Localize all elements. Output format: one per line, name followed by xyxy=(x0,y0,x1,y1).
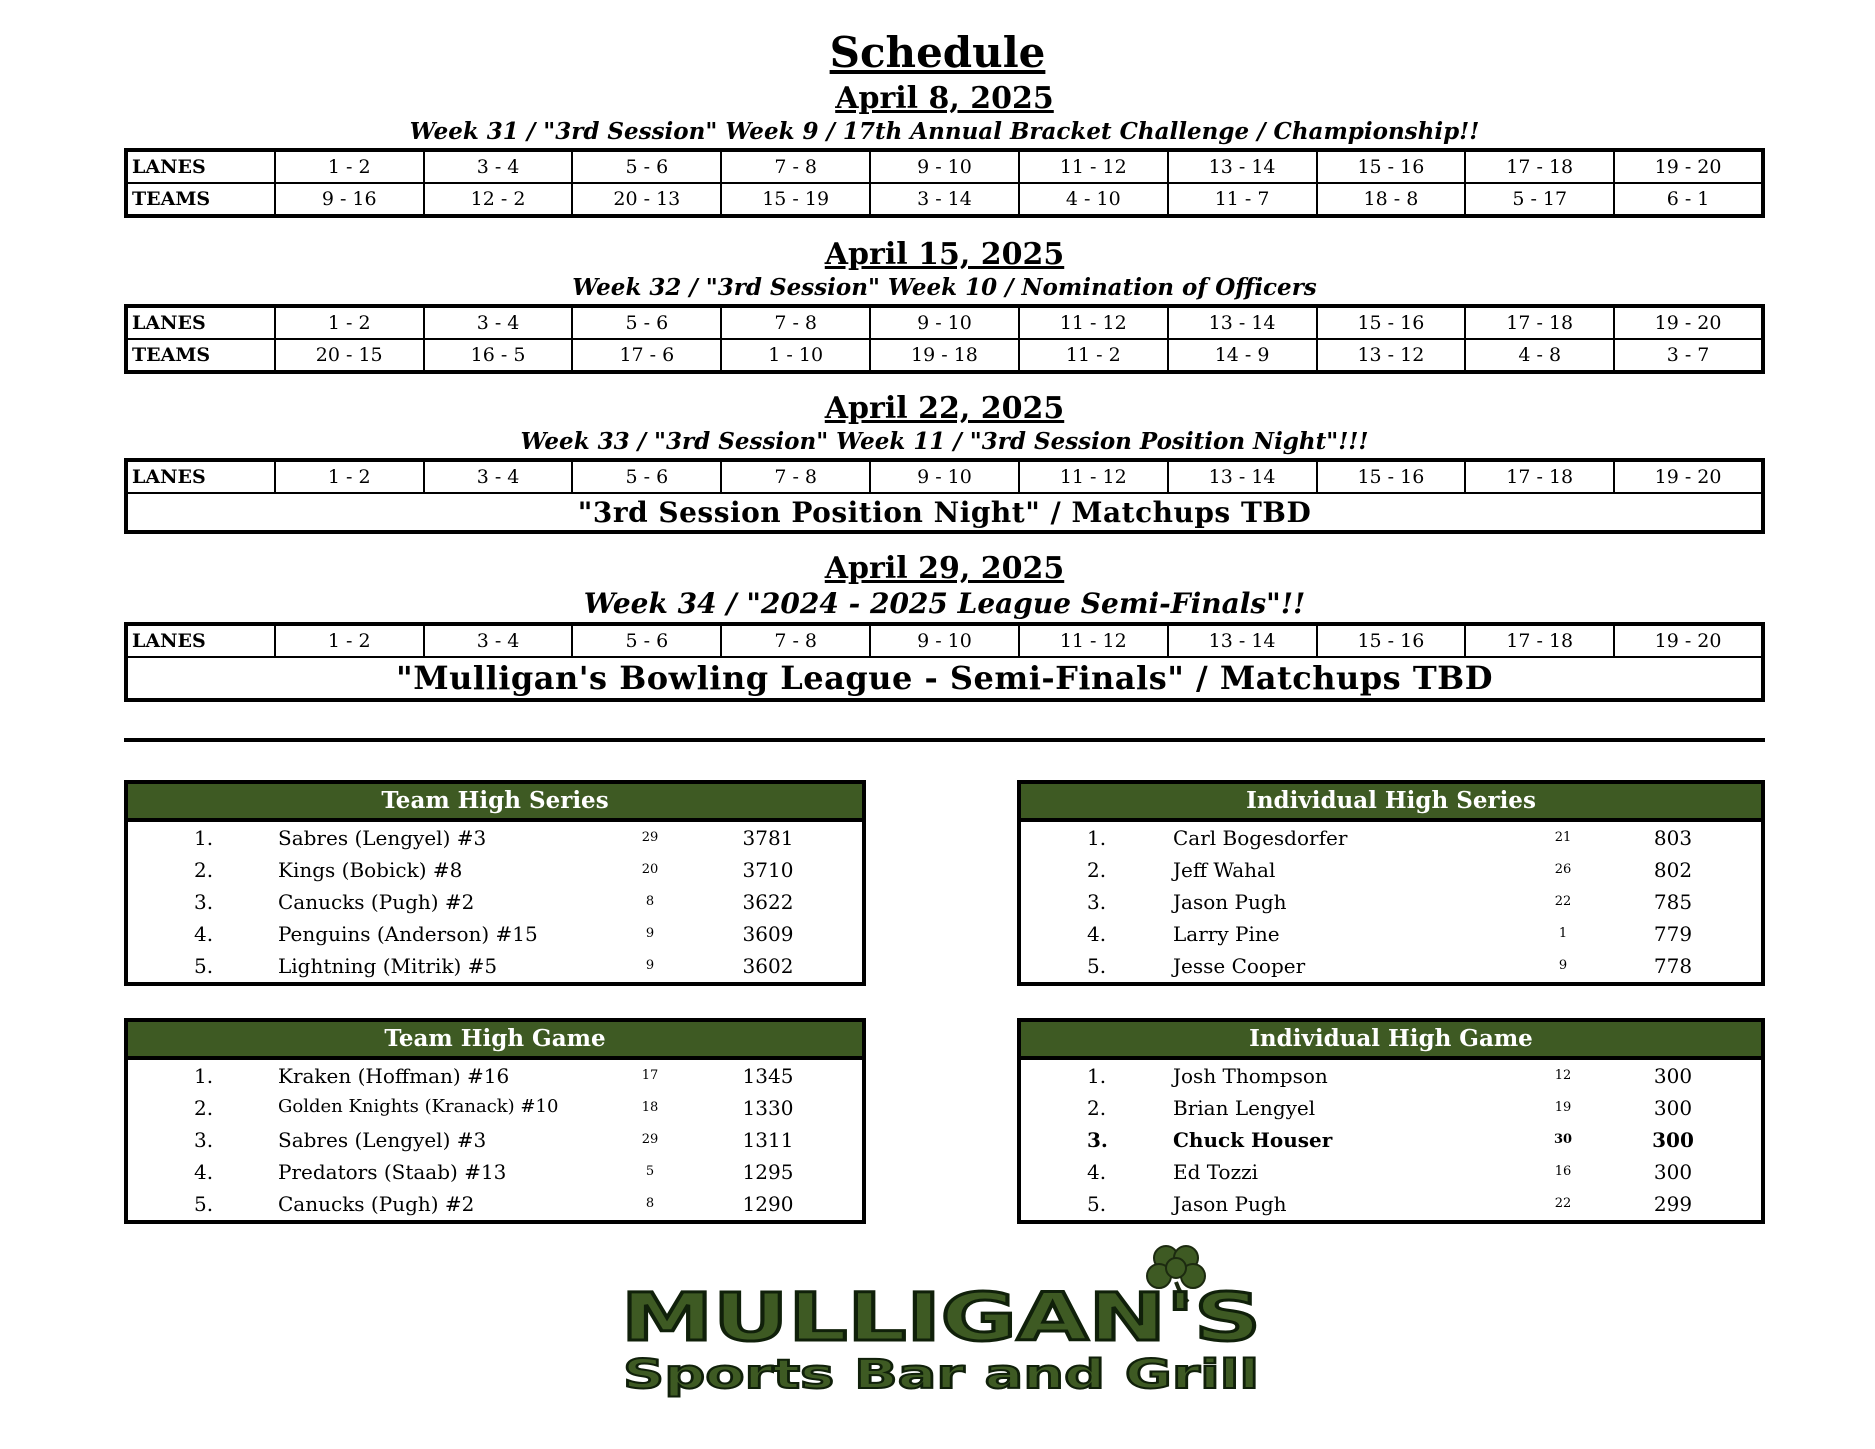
score: 300 xyxy=(1652,1128,1694,1152)
rank: 5. xyxy=(1087,1192,1107,1216)
teams-row xyxy=(126,339,1763,372)
team-name: Lightning (Mitrik) #5 xyxy=(278,954,498,978)
table-row xyxy=(1021,1060,1761,1092)
team-number: 8 xyxy=(645,1196,655,1211)
team-name: Sabres (Lengyel) #3 xyxy=(278,826,487,850)
lane-cell: 7 - 8 xyxy=(721,624,870,657)
lanes-table xyxy=(124,148,1765,218)
score: 1330 xyxy=(742,1096,794,1120)
team-cell: 15 - 19 xyxy=(721,183,870,216)
lane-cell: 19 - 20 xyxy=(1614,624,1763,657)
rank: 4. xyxy=(1087,922,1107,946)
teams-row xyxy=(126,183,1763,216)
logo-subtitle: Sports Bar and Grill xyxy=(623,1352,1259,1398)
score: 3609 xyxy=(742,922,794,946)
team-cell: 13 - 12 xyxy=(1317,339,1466,372)
lanes-label: LANES xyxy=(126,306,275,339)
lane-cell: 13 - 14 xyxy=(1168,460,1317,493)
rank: 2. xyxy=(194,1096,214,1120)
team-cell: 20 - 13 xyxy=(572,183,721,216)
week-date: April 15, 2025 xyxy=(824,237,1065,272)
lane-cell: 3 - 4 xyxy=(424,306,573,339)
lanes-table xyxy=(124,458,1765,534)
rank: 2. xyxy=(1087,858,1107,882)
bowler-name: Jesse Cooper xyxy=(1173,954,1306,978)
bowler-name: Chuck Houser xyxy=(1173,1128,1333,1152)
lane-cell: 15 - 16 xyxy=(1317,624,1466,657)
lane-cell: 3 - 4 xyxy=(424,624,573,657)
lane-cell: 7 - 8 xyxy=(721,150,870,183)
rank: 4. xyxy=(1087,1160,1107,1184)
rank: 5. xyxy=(194,1192,214,1216)
teams-label: TEAMS xyxy=(126,183,275,216)
table-row xyxy=(1021,1092,1761,1124)
bowler-name: Larry Pine xyxy=(1173,922,1280,946)
bowler-name: Ed Tozzi xyxy=(1173,1160,1259,1184)
table-row xyxy=(128,1188,862,1220)
lane-cell: 9 - 10 xyxy=(870,460,1019,493)
score: 3710 xyxy=(742,858,794,882)
team-cell: 20 - 15 xyxy=(275,339,424,372)
rank: 1. xyxy=(194,1064,214,1088)
score: 802 xyxy=(1653,858,1693,882)
rank: 1. xyxy=(194,826,214,850)
lane-cell: 3 - 4 xyxy=(424,150,573,183)
page-title: Schedule xyxy=(829,28,1046,77)
team-name: Kraken (Hoffman) #16 xyxy=(278,1064,510,1088)
mulligans-logo xyxy=(614,1238,1268,1398)
team-name: Canucks (Pugh) #2 xyxy=(278,1192,475,1216)
team-cell: 1 - 10 xyxy=(721,339,870,372)
team-name: Penguins (Anderson) #15 xyxy=(278,922,538,946)
team-name: Canucks (Pugh) #2 xyxy=(278,890,475,914)
rank: 3. xyxy=(1087,890,1107,914)
score: 3781 xyxy=(742,826,794,850)
week-subtitle: Week 31 / "3rd Session" Week 9 / 17th Annual Bracket Challenge / Championship!! xyxy=(409,118,1480,145)
lane-cell: 9 - 10 xyxy=(870,306,1019,339)
lane-cell: 7 - 8 xyxy=(721,306,870,339)
score: 1311 xyxy=(742,1128,794,1152)
logo-title: MULLIGAN'S xyxy=(621,1279,1261,1356)
score: 300 xyxy=(1653,1064,1693,1088)
lanes-table xyxy=(124,304,1765,374)
lanes-row xyxy=(126,306,1763,339)
table-row xyxy=(128,854,862,886)
table-row xyxy=(128,886,862,918)
week-33 xyxy=(124,392,1765,534)
matchup-note: "3rd Session Position Night" / Matchups TBD xyxy=(126,493,1763,532)
team-number: 1 xyxy=(1558,926,1568,941)
team-name: Sabres (Lengyel) #3 xyxy=(278,1128,487,1152)
lane-cell: 17 - 18 xyxy=(1465,150,1614,183)
score: 778 xyxy=(1653,954,1693,978)
team-cell: 12 - 2 xyxy=(424,183,573,216)
lane-cell: 13 - 14 xyxy=(1168,624,1317,657)
matchup-note: "Mulligan's Bowling League - Semi-Finals" / Matchups TBD xyxy=(126,657,1763,700)
section-divider xyxy=(124,738,1765,742)
rank: 2. xyxy=(194,858,214,882)
bowler-name: Josh Thompson xyxy=(1173,1064,1328,1088)
lane-cell: 3 - 4 xyxy=(424,460,573,493)
lane-cell: 5 - 6 xyxy=(572,460,721,493)
lanes-row xyxy=(126,150,1763,183)
table-header: Individual High Game xyxy=(1021,1022,1761,1060)
team-name: Predators (Staab) #13 xyxy=(278,1160,507,1184)
team-number: 19 xyxy=(1554,1100,1572,1115)
bowler-name: Carl Bogesdorfer xyxy=(1173,826,1348,850)
lane-cell: 17 - 18 xyxy=(1465,624,1614,657)
individual-high-game-table xyxy=(1017,1018,1765,1224)
team-cell: 14 - 9 xyxy=(1168,339,1317,372)
matchup-note-row xyxy=(126,657,1763,700)
table-header: Individual High Series xyxy=(1021,784,1761,822)
rank: 2. xyxy=(1087,1096,1107,1120)
rank: 3. xyxy=(1087,1128,1108,1152)
week-subtitle: Week 33 / "3rd Session" Week 11 / "3rd Session Position Night"!!! xyxy=(520,428,1369,455)
week-subtitle: Week 32 / "3rd Session" Week 10 / Nomination of Officers xyxy=(572,274,1317,301)
team-cell: 11 - 2 xyxy=(1019,339,1168,372)
team-number: 9 xyxy=(1558,958,1568,973)
team-cell: 5 - 17 xyxy=(1465,183,1614,216)
week-32 xyxy=(124,238,1765,374)
lanes-label: LANES xyxy=(126,150,275,183)
score: 779 xyxy=(1653,922,1693,946)
lanes-label: LANES xyxy=(126,460,275,493)
team-number: 29 xyxy=(641,830,659,845)
rank: 1. xyxy=(1087,826,1107,850)
team-number: 12 xyxy=(1554,1068,1572,1083)
lane-cell: 15 - 16 xyxy=(1317,150,1466,183)
team-number: 8 xyxy=(645,894,655,909)
team-number: 17 xyxy=(641,1068,659,1083)
lane-cell: 5 - 6 xyxy=(572,624,721,657)
team-number: 16 xyxy=(1554,1164,1572,1179)
team-number: 20 xyxy=(641,862,659,877)
individual-high-series-table xyxy=(1017,780,1765,986)
score: 1295 xyxy=(742,1160,794,1184)
table-row xyxy=(128,1124,862,1156)
lane-cell: 1 - 2 xyxy=(275,306,424,339)
lane-cell: 9 - 10 xyxy=(870,624,1019,657)
lane-cell: 17 - 18 xyxy=(1465,306,1614,339)
team-cell: 11 - 7 xyxy=(1168,183,1317,216)
team-cell: 4 - 8 xyxy=(1465,339,1614,372)
lane-cell: 11 - 12 xyxy=(1019,150,1168,183)
lanes-table xyxy=(124,622,1765,702)
lane-cell: 5 - 6 xyxy=(572,306,721,339)
table-row xyxy=(1021,1188,1761,1220)
lane-cell: 13 - 14 xyxy=(1168,150,1317,183)
table-header: Team High Game xyxy=(128,1022,862,1060)
team-name: Kings (Bobick) #8 xyxy=(278,858,463,882)
table-row xyxy=(1021,886,1761,918)
lane-cell: 19 - 20 xyxy=(1614,306,1763,339)
table-header: Team High Series xyxy=(128,784,862,822)
team-number: 21 xyxy=(1554,830,1572,845)
score: 1345 xyxy=(742,1064,794,1088)
table-row xyxy=(128,1156,862,1188)
table-row xyxy=(128,918,862,950)
lane-cell: 1 - 2 xyxy=(275,460,424,493)
lane-cell: 1 - 2 xyxy=(275,150,424,183)
lane-cell: 5 - 6 xyxy=(572,150,721,183)
week-date: April 22, 2025 xyxy=(824,391,1065,426)
teams-label: TEAMS xyxy=(126,339,275,372)
rank: 3. xyxy=(194,1128,214,1152)
lane-cell: 19 - 20 xyxy=(1614,150,1763,183)
score: 785 xyxy=(1653,890,1693,914)
lane-cell: 9 - 10 xyxy=(870,150,1019,183)
table-row xyxy=(128,1092,862,1124)
score: 803 xyxy=(1653,826,1693,850)
lane-cell: 19 - 20 xyxy=(1614,460,1763,493)
team-number: 22 xyxy=(1554,894,1572,909)
lane-cell: 1 - 2 xyxy=(275,624,424,657)
team-number: 9 xyxy=(645,926,655,941)
rank: 3. xyxy=(194,890,214,914)
table-row xyxy=(1021,1156,1761,1188)
team-number: 22 xyxy=(1554,1196,1572,1211)
team-number: 5 xyxy=(645,1164,655,1179)
table-row xyxy=(1021,918,1761,950)
score: 299 xyxy=(1653,1192,1693,1216)
team-cell: 3 - 7 xyxy=(1614,339,1763,372)
table-row xyxy=(128,950,862,982)
team-high-series-table xyxy=(124,780,866,986)
rank: 1. xyxy=(1087,1064,1107,1088)
team-number: 26 xyxy=(1554,862,1572,877)
lane-cell: 17 - 18 xyxy=(1465,460,1614,493)
team-number: 29 xyxy=(641,1132,659,1147)
matchup-note-row xyxy=(126,493,1763,532)
team-number: 18 xyxy=(641,1100,659,1115)
team-high-game-table xyxy=(124,1018,866,1224)
lane-cell: 7 - 8 xyxy=(721,460,870,493)
team-cell: 6 - 1 xyxy=(1614,183,1763,216)
lane-cell: 11 - 12 xyxy=(1019,460,1168,493)
week-34 xyxy=(124,552,1765,702)
table-row xyxy=(128,1060,862,1092)
bowler-name: Jason Pugh xyxy=(1173,1192,1287,1216)
table-row xyxy=(1021,822,1761,854)
score: 300 xyxy=(1653,1096,1693,1120)
bowler-name: Jason Pugh xyxy=(1173,890,1287,914)
rank: 5. xyxy=(1087,954,1107,978)
team-cell: 19 - 18 xyxy=(870,339,1019,372)
team-cell: 18 - 8 xyxy=(1317,183,1466,216)
score: 3602 xyxy=(742,954,794,978)
score: 3622 xyxy=(742,890,794,914)
rank: 5. xyxy=(194,954,214,978)
rank: 4. xyxy=(194,1160,214,1184)
lanes-row xyxy=(126,624,1763,657)
score: 300 xyxy=(1653,1160,1693,1184)
week-date: April 29, 2025 xyxy=(824,551,1065,586)
lane-cell: 15 - 16 xyxy=(1317,306,1466,339)
week-31 xyxy=(124,82,1765,218)
team-cell: 4 - 10 xyxy=(1019,183,1168,216)
rank: 4. xyxy=(194,922,214,946)
week-subtitle: Week 34 / "2024 - 2025 League Semi-Finals"!! xyxy=(583,587,1306,620)
table-row xyxy=(1021,854,1761,886)
score: 1290 xyxy=(742,1192,794,1216)
team-name: Golden Knights (Kranack) #10 xyxy=(278,1096,559,1117)
lane-cell: 11 - 12 xyxy=(1019,624,1168,657)
lane-cell: 11 - 12 xyxy=(1019,306,1168,339)
bowler-name: Brian Lengyel xyxy=(1173,1096,1316,1120)
team-number: 9 xyxy=(645,958,655,973)
team-cell: 16 - 5 xyxy=(424,339,573,372)
table-row xyxy=(128,822,862,854)
team-cell: 17 - 6 xyxy=(572,339,721,372)
week-date: April 8, 2025 xyxy=(835,81,1054,116)
table-row xyxy=(1021,1124,1761,1156)
table-row xyxy=(1021,950,1761,982)
team-number: 30 xyxy=(1553,1132,1573,1147)
lane-cell: 13 - 14 xyxy=(1168,306,1317,339)
team-cell: 9 - 16 xyxy=(275,183,424,216)
lanes-row xyxy=(126,460,1763,493)
lane-cell: 15 - 16 xyxy=(1317,460,1466,493)
lanes-label: LANES xyxy=(126,624,275,657)
team-cell: 3 - 14 xyxy=(870,183,1019,216)
bowler-name: Jeff Wahal xyxy=(1173,858,1276,882)
